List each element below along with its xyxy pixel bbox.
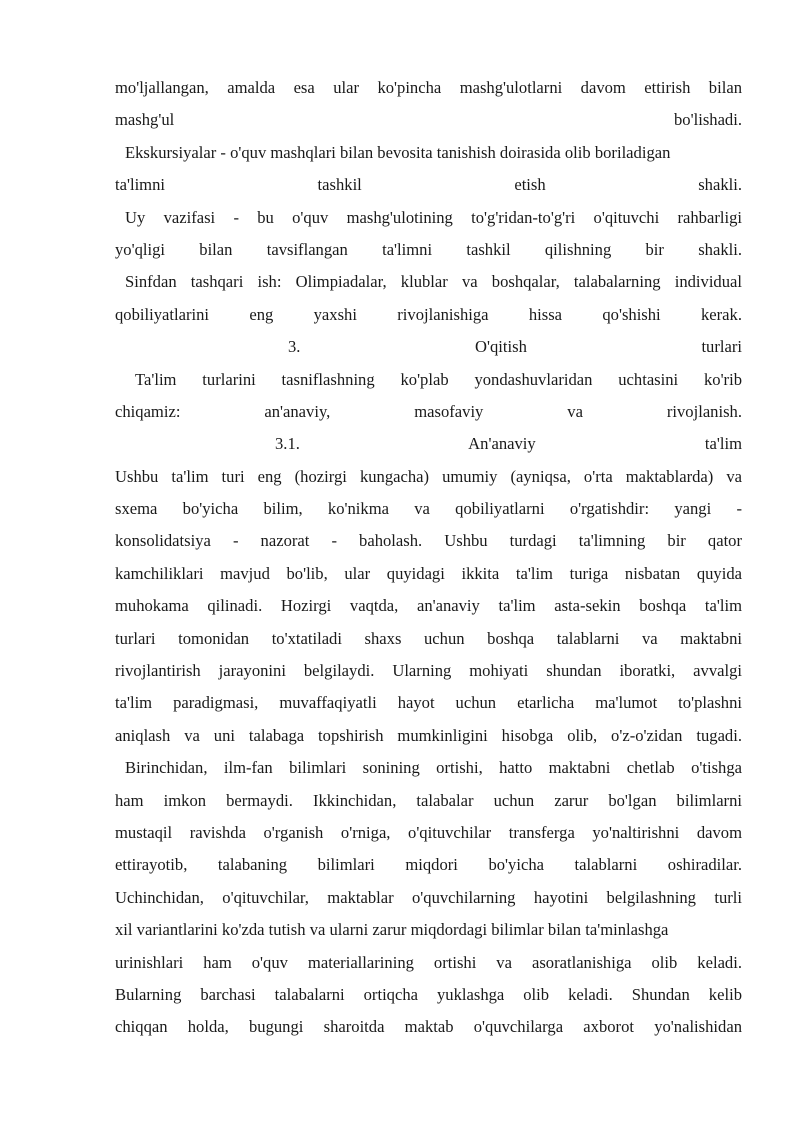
text-line: Uchinchidan, o'qituvchilar, maktablar o'quvchilarning hayotini belgilashning turli <box>115 887 742 907</box>
text-line: Ekskursiyalar - o'quv mashqlari bilan bevosita tanishish doirasida olib boriladigan <box>125 142 671 162</box>
text-line: sxema bo'yicha bilim, ko'nikma va qobiliyatlarni o'rgatishdir: yangi - <box>115 499 742 519</box>
text-line: Ushbu ta'lim turi eng (hozirgi kungacha) umumiy (ayniqsa, o'rta maktablarda) va <box>115 466 742 486</box>
text-line: chiqamiz: an'anaviy, masofaviy va rivojlanish. <box>115 401 742 421</box>
text-line: urinishlari ham o'quv materiallarining ortishi va asoratlanishiga olib keladi. <box>115 952 742 972</box>
text-line: ham imkon bermaydi. Ikkinchidan, talabalar uchun zarur bo'lgan bilimlarni <box>115 790 742 810</box>
text-line: xil variantlarini ko'zda tutish va ularni zarur miqdordagi bilimlar bilan ta'minlashga <box>115 920 669 940</box>
text-line: aniqlash va uni talabaga topshirish mumkinligini hisobga olib, o'z-o'zidan tugadi. <box>115 725 742 745</box>
document-page <box>115 72 742 1044</box>
text-line: Bularning barchasi talabalarni ortiqcha yuklashga olib keladi. Shundan kelib <box>115 984 742 1004</box>
text-line: 3. O'qitish turlari <box>288 337 742 357</box>
text-line: Ta'lim turlarini tasniflashning ko'plab yondashuvlaridan uchtasini ko'rib <box>135 369 742 389</box>
text-line: ta'lim paradigmasi, muvaffaqiyatli hayot uchun etarlicha ma'lumot to'plashni <box>115 693 742 713</box>
text-line: mashg'ul bo'lishadi. <box>115 110 742 130</box>
text-line: konsolidatsiya - nazorat - baholash. Ushbu turdagi ta'limning bir qator <box>115 531 742 551</box>
text-line: turlari tomonidan to'xtatiladi shaxs uchun boshqa talablarni va maktabni <box>115 628 742 648</box>
text-line: mustaqil ravishda o'rganish o'rniga, o'qituvchilar transferga yo'naltirishni davom <box>115 822 742 842</box>
text-line: Birinchidan, ilm-fan bilimlari sonining ortishi, hatto maktabni chetlab o'tishga <box>125 758 742 778</box>
text-line: chiqqan holda, bugungi sharoitda maktab o'quvchilarga axborot yo'nalishidan <box>115 1017 742 1037</box>
text-line: 3.1. An'anaviy ta'lim <box>275 434 742 454</box>
text-line: rivojlantirish jarayonini belgilaydi. Ularning mohiyati shundan iboratki, avvalgi <box>115 661 742 681</box>
text-line: yo'qligi bilan tavsiflangan ta'limni tashkil qilishning bir shakli. <box>115 239 742 259</box>
text-line: muhokama qilinadi. Hozirgi vaqtda, an'anaviy ta'lim asta-sekin boshqa ta'lim <box>115 596 742 616</box>
text-line: ettirayotib, talabaning bilimlari miqdori bo'yicha talablarni oshiradilar. <box>115 855 742 875</box>
text-line: mo'ljallangan, amalda esa ular ko'pincha mashg'ulotlarni davom ettirish bilan <box>115 78 742 97</box>
text-line: Sinfdan tashqari ish: Olimpiadalar, klublar va boshqalar, talabalarning individual <box>125 272 742 292</box>
text-line: ta'limni tashkil etish shakli. <box>115 175 742 195</box>
text-line: qobiliyatlarini eng yaxshi rivojlanishiga hissa qo'shishi kerak. <box>115 304 742 324</box>
text-line: kamchiliklari mavjud bo'lib, ular quyidagi ikkita ta'lim turiga nisbatan quyida <box>115 563 742 583</box>
text-line: Uy vazifasi - bu o'quv mashg'ulotining to'g'ridan-to'g'ri o'qituvchi rahbarligi <box>125 207 742 227</box>
